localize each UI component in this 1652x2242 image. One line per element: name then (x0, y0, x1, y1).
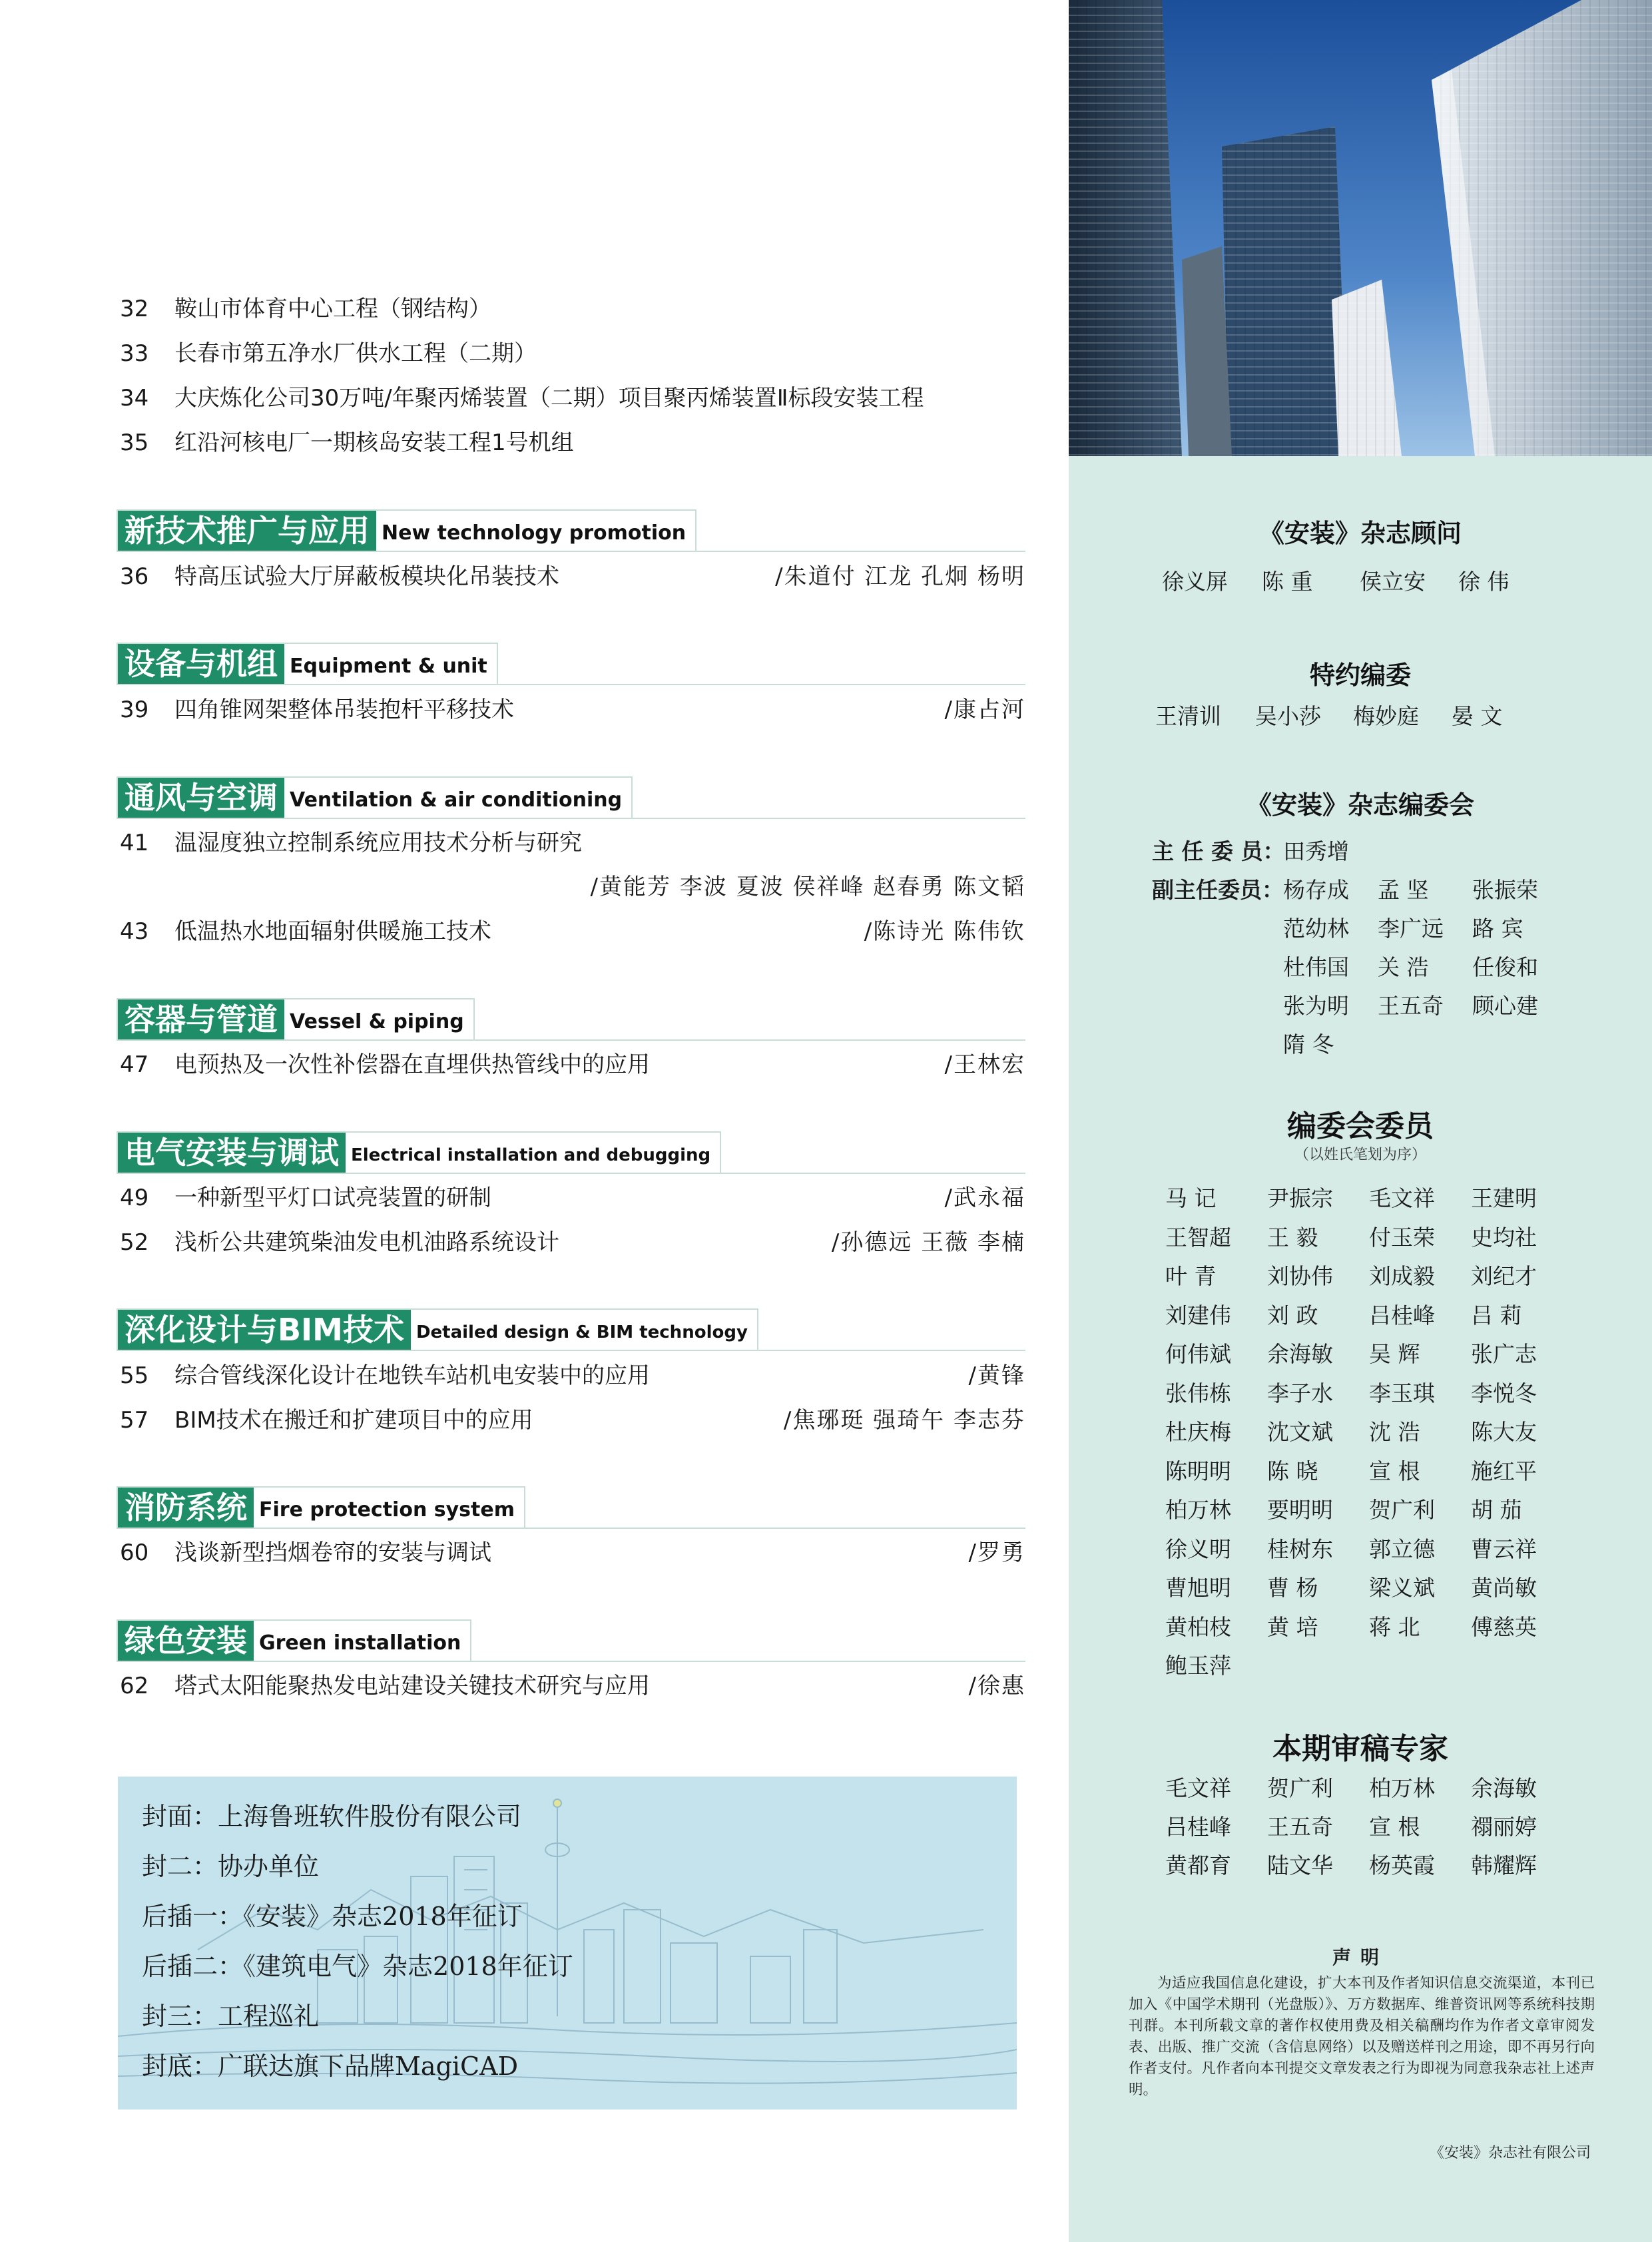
section-title-en: Ventilation & air conditioning (290, 788, 623, 812)
section-title-cn: 深化设计与BIM技术 (118, 1310, 411, 1350)
toc-title: 浅析公共建筑柴油发电机油路系统设计 (174, 1229, 559, 1256)
toc-entry[interactable] (120, 690, 1025, 730)
name: 尹振宗 (1267, 1185, 1333, 1211)
name: 余海敏 (1471, 1775, 1537, 1801)
skyscraper-photo (1069, 0, 1652, 456)
name: 黄柏枝 (1165, 1613, 1231, 1640)
name: 徐 伟 (1458, 569, 1510, 595)
name: 宣 根 (1369, 1814, 1420, 1840)
toc-authors: /武永福 (944, 1185, 1025, 1211)
toc-page-number: 55 (120, 1362, 149, 1389)
name: 余海敏 (1267, 1341, 1333, 1367)
toc-authors: /康占河 (944, 697, 1025, 723)
director-name: 田秀增 (1283, 838, 1349, 864)
name: 王五奇 (1378, 993, 1444, 1019)
name: 毛文祥 (1369, 1185, 1435, 1211)
toc-page-number: 62 (120, 1673, 149, 1699)
section-title-cn: 通风与空调 (118, 778, 284, 818)
name: 柏万林 (1369, 1775, 1435, 1801)
name: 毛文祥 (1165, 1775, 1231, 1801)
name: 关 浩 (1378, 954, 1429, 980)
toc-authors: /罗勇 (968, 1540, 1025, 1566)
name: 陈 重 (1262, 569, 1313, 595)
cover-label: 后插一： (142, 1902, 244, 1931)
editorial-sidebar (1069, 0, 1652, 2242)
toc-authors: /王林宏 (944, 1051, 1025, 1078)
name: 史均社 (1471, 1224, 1537, 1251)
name: 宣 根 (1369, 1458, 1420, 1484)
cover-value: 《安装》杂志2018年征订 (243, 1902, 523, 1931)
cover-value: 上海鲁班软件股份有限公司 (218, 1802, 522, 1831)
name: 王 毅 (1267, 1224, 1318, 1251)
name: 路 宾 (1472, 916, 1523, 942)
toc-page-number: 35 (120, 429, 149, 456)
name: 李广远 (1378, 916, 1444, 942)
committee-title: 《安装》杂志编委会 (1246, 790, 1474, 820)
toc-title: 电预热及一次性补偿器在直埋供热管线中的应用 (174, 1051, 650, 1078)
toc-entry[interactable] (120, 1178, 1025, 1218)
toc-authors: /黄能芳 李波 夏波 侯祥峰 赵春勇 陈文韬 (590, 874, 1025, 900)
toc-entry[interactable] (120, 1533, 1025, 1573)
name: 吕桂峰 (1369, 1302, 1435, 1328)
name: 陈大友 (1471, 1419, 1537, 1445)
cover-value: 《建筑电气》杂志2018年征订 (243, 1952, 573, 1981)
section-header (117, 1131, 1025, 1174)
name: 杜庆梅 (1165, 1419, 1231, 1445)
name: 黄都育 (1165, 1852, 1231, 1878)
toc-entry[interactable] (120, 823, 1025, 863)
section-title-cn: 容器与管道 (118, 999, 284, 1039)
section-title-en: New technology promotion (382, 521, 687, 545)
toc-title: 温湿度独立控制系统应用技术分析与研究 (174, 830, 582, 856)
cover-value: 广联达旗下品牌MagiCAD (218, 2052, 519, 2081)
toc-title: BIM技术在搬迁和扩建项目中的应用 (174, 1407, 533, 1434)
name: 梅妙庭 (1353, 703, 1419, 729)
name: 刘纪才 (1471, 1263, 1537, 1289)
toc-page-number: 36 (120, 563, 149, 590)
name: 贺广利 (1369, 1497, 1435, 1523)
name: 梁义斌 (1369, 1575, 1435, 1601)
notice-title: 声明 (1332, 1946, 1388, 1968)
toc-title: 长春市第五净水厂供水工程（二期） (174, 340, 537, 367)
name: 何伟斌 (1165, 1341, 1231, 1367)
toc-title: 综合管线深化设计在地铁车站机电安装中的应用 (174, 1362, 650, 1389)
toc-title: 大庆炼化公司30万吨/年聚丙烯装置（二期）项目聚丙烯装置Ⅱ标段安装工程 (174, 385, 924, 412)
toc-title: 低温热水地面辐射供暖施工技术 (174, 918, 491, 945)
cover-value: 工程巡礼 (218, 2002, 320, 2031)
section-title-en: Fire protection system (259, 1498, 515, 1522)
name: 曹云祥 (1471, 1536, 1537, 1562)
name: 陆文华 (1267, 1852, 1333, 1878)
section-header (117, 998, 1025, 1041)
name: 曹旭明 (1165, 1575, 1231, 1601)
director-label: 主 任 委 员： (1152, 838, 1285, 864)
section-title-cn: 消防系统 (118, 1488, 254, 1528)
name: 禤丽婷 (1471, 1814, 1537, 1840)
cover-value: 协办单位 (218, 1852, 320, 1881)
name: 徐义明 (1165, 1536, 1231, 1562)
toc-authors: /朱道付 江龙 孔炯 杨明 (775, 563, 1025, 590)
section-title-cn: 设备与机组 (118, 644, 284, 684)
name: 胡 茄 (1471, 1497, 1522, 1523)
name: 王清训 (1155, 703, 1221, 729)
name: 黄尚敏 (1471, 1575, 1537, 1601)
name: 李悦冬 (1471, 1380, 1537, 1406)
section-title-en: Equipment & unit (290, 655, 487, 678)
name: 陈明明 (1165, 1458, 1231, 1484)
cover-label: 封三： (142, 2002, 218, 2031)
name: 晏 文 (1452, 703, 1503, 729)
toc-page-number: 60 (120, 1540, 149, 1566)
name: 徐义屏 (1162, 569, 1228, 595)
name: 蒋 北 (1369, 1613, 1420, 1640)
toc-entry[interactable] (120, 1666, 1025, 1706)
name: 吴小莎 (1255, 703, 1321, 729)
section-header (117, 1308, 1025, 1351)
toc-page-number: 52 (120, 1229, 149, 1256)
name: 张伟栋 (1165, 1380, 1231, 1406)
notice-signature: 《安装》杂志社有限公司 (1429, 2145, 1591, 2161)
toc-entry[interactable] (120, 912, 1025, 952)
toc-page-number: 39 (120, 697, 149, 723)
name: 陈 晓 (1267, 1458, 1318, 1484)
name: 鲍玉萍 (1165, 1653, 1231, 1679)
toc-title: 四角锥网架整体吊装抱杆平移技术 (174, 697, 514, 723)
name: 曹 杨 (1267, 1575, 1318, 1601)
section-title-en: Electrical installation and debugging (351, 1145, 711, 1165)
toc-page-number: 49 (120, 1185, 149, 1211)
toc-title: 鞍山市体育中心工程（钢结构） (174, 296, 491, 322)
notice-body: 为适应我国信息化建设，扩大本刊及作者知识信息交流渠道，本刊已加入《中国学术期刊（光盘版）》、万方数据库、维普资讯网等系统科技期刊群。本刊所载文章的著作权使用费及相关稿酬均作为作者文章审阅发表、出版、推广交流（含信息网络）以及赠送样刊之用途，即不再另行向作者支付。凡作者向本刊提交文章发表之行为即视为同意我杂志社上述声明。 (1129, 1975, 1595, 2098)
name: 刘协伟 (1267, 1263, 1333, 1289)
cover-info-box (118, 1777, 1017, 2109)
section-header (117, 776, 1025, 819)
toc-authors: /陈诗光 陈伟钦 (864, 918, 1025, 945)
toc-page-number: 33 (120, 340, 149, 367)
section-header (117, 643, 1025, 685)
members-title: 编委会委员 (1287, 1109, 1434, 1143)
name: 范幼林 (1283, 916, 1349, 942)
reviewers-title: 本期审稿专家 (1272, 1732, 1448, 1766)
toc-page-number: 41 (120, 830, 149, 856)
name: 黄 培 (1267, 1613, 1318, 1640)
cover-line (142, 1848, 319, 1885)
name: 刘建伟 (1165, 1302, 1231, 1328)
toc-entry[interactable] (120, 1356, 1025, 1396)
name: 杜伟国 (1283, 954, 1349, 980)
name: 王智超 (1165, 1224, 1231, 1251)
name: 杨存成 (1283, 877, 1349, 903)
section-header (117, 509, 1025, 552)
name: 杨英霞 (1369, 1852, 1435, 1878)
toc-title: 红沿河核电厂一期核岛安装工程1号机组 (174, 429, 574, 456)
name: 吕桂峰 (1165, 1814, 1231, 1840)
name: 要明明 (1267, 1497, 1333, 1523)
members-subtitle: （以姓氏笔划为序） (1294, 1147, 1426, 1163)
toc-page-number: 47 (120, 1051, 149, 1078)
cover-label: 封面： (142, 1802, 218, 1831)
name: 贺广利 (1267, 1775, 1333, 1801)
name: 张为明 (1283, 993, 1349, 1019)
name: 侯立安 (1360, 569, 1426, 595)
name: 王建明 (1471, 1185, 1537, 1211)
toc-page-number: 43 (120, 918, 149, 945)
name: 叶 青 (1165, 1263, 1217, 1289)
toc-page-number: 34 (120, 385, 149, 412)
name: 施红平 (1471, 1458, 1537, 1484)
cover-label: 后插二： (142, 1952, 244, 1981)
section-title-cn: 电气安装与调试 (118, 1133, 346, 1173)
name: 李子水 (1267, 1380, 1333, 1406)
section-title-cn: 新技术推广与应用 (118, 511, 376, 551)
name: 傅慈英 (1471, 1613, 1537, 1640)
cover-line (142, 1798, 521, 1835)
cover-line (142, 1898, 523, 1935)
section-header (117, 1486, 1025, 1529)
name: 张振荣 (1472, 877, 1538, 903)
advisors-title: 《安装》杂志顾问 (1258, 519, 1462, 548)
cover-label: 封底： (142, 2052, 218, 2081)
name: 孟 坚 (1378, 877, 1429, 903)
special-editors-title: 特约编委 (1309, 661, 1411, 690)
toc-title: 一种新型平灯口试亮装置的研制 (174, 1185, 491, 1211)
name: 郭立德 (1369, 1536, 1435, 1562)
toc-entry[interactable] (120, 334, 1025, 374)
name: 张广志 (1471, 1341, 1537, 1367)
name: 刘 政 (1267, 1302, 1318, 1328)
section-title-cn: 绿色安装 (118, 1621, 254, 1661)
toc-authors: /孙德远 王薇 李楠 (831, 1229, 1025, 1256)
name: 吕 莉 (1471, 1302, 1522, 1328)
toc-title: 特高压试验大厅屏蔽板模块化吊装技术 (174, 563, 559, 590)
name: 沈 浩 (1369, 1419, 1420, 1445)
name: 韩耀辉 (1471, 1852, 1537, 1878)
cover-label: 封二： (142, 1852, 218, 1881)
toc-page-number: 57 (120, 1407, 149, 1434)
toc-entry[interactable] (120, 1045, 1025, 1085)
name: 顾心建 (1472, 993, 1538, 1019)
toc-entry[interactable] (120, 289, 1025, 329)
name: 王五奇 (1267, 1814, 1333, 1840)
name: 吴 辉 (1369, 1341, 1420, 1367)
name: 付玉荣 (1369, 1224, 1435, 1251)
cover-line (142, 2048, 518, 2085)
cover-line (142, 1998, 319, 2035)
toc-entry[interactable] (120, 378, 1025, 418)
toc-authors: /黄锋 (968, 1362, 1025, 1389)
toc-entry[interactable] (120, 423, 1025, 463)
toc-title: 塔式太阳能聚热发电站建设关键技术研究与应用 (174, 1673, 650, 1699)
toc-entry[interactable] (120, 1223, 1025, 1262)
toc-authors: /焦琊珽 强琦午 李志芬 (783, 1407, 1025, 1434)
section-header (117, 1619, 1025, 1662)
toc-entry[interactable] (120, 1400, 1025, 1440)
section-title-en: Detailed design & BIM technology (415, 1322, 748, 1342)
toc-entry[interactable] (120, 557, 1025, 597)
name: 沈文斌 (1267, 1419, 1333, 1445)
toc-page-number: 32 (120, 296, 149, 322)
name: 马 记 (1165, 1185, 1217, 1211)
name: 桂树东 (1267, 1536, 1333, 1562)
name: 任俊和 (1472, 954, 1538, 980)
toc-title: 浅谈新型挡烟卷帘的安装与调试 (174, 1540, 491, 1566)
toc-authors: /徐惠 (968, 1673, 1025, 1699)
name: 李玉琪 (1369, 1380, 1435, 1406)
cover-line (142, 1948, 573, 1985)
name: 刘成毅 (1369, 1263, 1435, 1289)
name: 柏万林 (1165, 1497, 1231, 1523)
section-title-en: Vessel & piping (290, 1010, 464, 1033)
vice-director-label: 副主任委员： (1152, 877, 1284, 903)
section-title-en: Green installation (259, 1631, 461, 1655)
name: 隋 冬 (1283, 1031, 1334, 1057)
